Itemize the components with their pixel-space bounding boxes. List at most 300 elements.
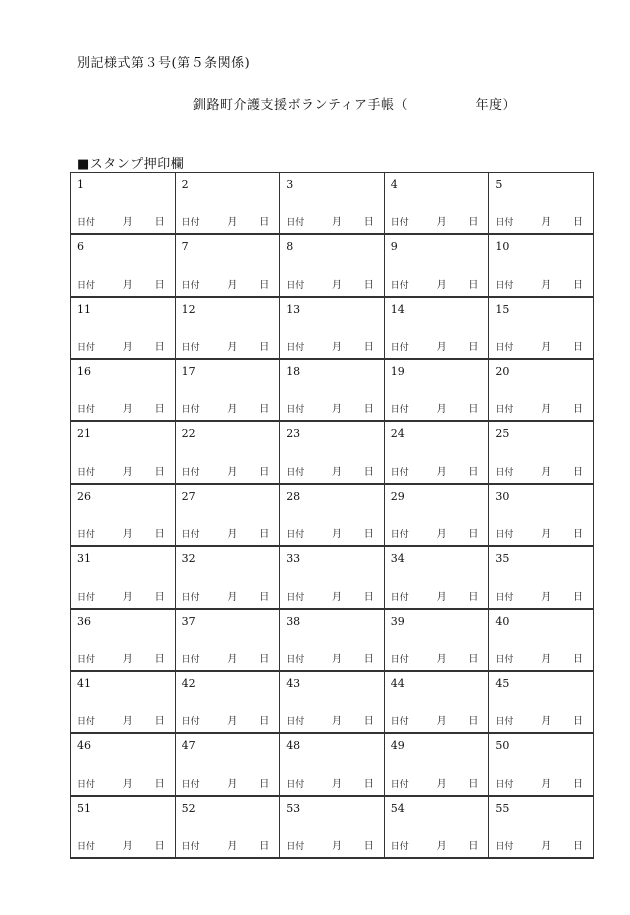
stamp-cell-number: 15 <box>495 302 510 316</box>
month-label: 月 <box>541 342 552 354</box>
stamp-date-row <box>495 837 587 852</box>
stamp-date-row <box>286 712 378 727</box>
stamp-cell-number: 39 <box>390 614 405 628</box>
stamp-date-row <box>77 213 169 228</box>
date-label: 日付 <box>77 280 96 291</box>
stamp-cell-number: 29 <box>390 489 405 503</box>
date-label: 日付 <box>181 343 200 354</box>
stamp-date-row <box>286 837 378 852</box>
stamp-cell[interactable] <box>176 360 281 422</box>
month-label: 月 <box>227 466 238 478</box>
date-label: 日付 <box>181 530 200 541</box>
stamp-cell[interactable] <box>385 173 490 235</box>
stamp-date-row <box>391 463 483 478</box>
day-label: 日 <box>259 653 270 665</box>
stamp-cell[interactable] <box>176 610 281 672</box>
date-label: 日付 <box>495 343 514 354</box>
date-label: 日付 <box>77 467 96 478</box>
stamp-date-row <box>391 650 483 665</box>
month-label: 月 <box>227 342 238 354</box>
day-label: 日 <box>468 529 479 541</box>
day-label: 日 <box>572 404 583 416</box>
day-label: 日 <box>259 591 270 603</box>
stamp-date-row <box>391 588 483 603</box>
day-label: 日 <box>363 529 374 541</box>
stamp-date-row <box>286 338 378 353</box>
stamp-date-row <box>391 338 483 353</box>
day-label: 日 <box>572 217 583 229</box>
stamp-cell-number: 14 <box>390 302 405 316</box>
stamp-cell[interactable] <box>71 298 176 360</box>
stamp-date-row <box>182 588 274 603</box>
stamp-cell[interactable] <box>280 173 385 235</box>
day-label: 日 <box>154 778 165 790</box>
stamp-date-row <box>77 276 169 291</box>
date-label: 日付 <box>286 280 305 291</box>
month-label: 月 <box>122 591 133 603</box>
day-label: 日 <box>259 778 270 790</box>
month-label: 月 <box>122 653 133 665</box>
stamp-cell[interactable] <box>176 235 281 297</box>
stamp-cell-number: 53 <box>286 801 301 815</box>
date-label: 日付 <box>390 343 409 354</box>
month-label: 月 <box>541 279 552 291</box>
stamp-date-row <box>182 463 274 478</box>
stamp-cell[interactable] <box>385 485 490 547</box>
month-label: 月 <box>332 591 342 603</box>
day-label: 日 <box>468 404 479 416</box>
date-label: 日付 <box>181 841 200 852</box>
day-label: 日 <box>154 279 165 291</box>
day-label: 日 <box>572 716 583 728</box>
stamp-date-row <box>391 400 483 415</box>
day-label: 日 <box>259 716 270 728</box>
month-label: 月 <box>227 591 238 603</box>
day-label: 日 <box>363 778 374 790</box>
month-label: 月 <box>541 217 552 229</box>
stamp-date-row <box>286 213 378 228</box>
stamp-cell-number: 26 <box>77 489 91 503</box>
month-label: 月 <box>541 591 552 603</box>
day-label: 日 <box>154 217 165 229</box>
stamp-grid <box>70 172 594 859</box>
day-label: 日 <box>154 529 165 541</box>
stamp-cell[interactable] <box>176 485 281 547</box>
form-number: 別記様式第３号(第５条関係) <box>77 56 251 71</box>
stamp-cell-number: 3 <box>286 178 294 191</box>
stamp-cell-number: 37 <box>181 614 196 628</box>
stamp-cell-number: 19 <box>390 365 405 379</box>
stamp-date-row <box>495 775 587 790</box>
stamp-cell[interactable] <box>385 610 490 672</box>
stamp-date-row <box>495 650 587 665</box>
month-label: 月 <box>227 279 238 291</box>
stamp-date-row <box>286 525 378 540</box>
day-label: 日 <box>363 840 374 852</box>
month-label: 月 <box>332 840 342 852</box>
stamp-cell[interactable] <box>280 797 385 859</box>
day-label: 日 <box>468 840 479 852</box>
stamp-cell-number: 12 <box>181 302 196 316</box>
stamp-cell-number: 40 <box>495 614 510 628</box>
month-label: 月 <box>436 591 447 603</box>
stamp-cell-number: 49 <box>390 739 405 753</box>
date-label: 日付 <box>286 530 305 541</box>
stamp-cell-number: 50 <box>495 739 510 753</box>
stamp-cell[interactable] <box>280 298 385 360</box>
stamp-cell[interactable] <box>176 298 281 360</box>
month-label: 月 <box>122 404 133 416</box>
day-label: 日 <box>572 279 583 291</box>
stamp-date-row <box>77 712 169 727</box>
stamp-cell-number: 44 <box>390 676 405 690</box>
day-label: 日 <box>363 591 374 603</box>
day-label: 日 <box>154 653 165 665</box>
month-label: 月 <box>332 466 342 478</box>
date-label: 日付 <box>390 218 409 229</box>
month-label: 月 <box>436 778 447 790</box>
stamp-date-row <box>182 213 274 228</box>
day-label: 日 <box>259 466 270 478</box>
stamp-cell-number: 47 <box>181 739 196 753</box>
stamp-cell[interactable] <box>176 672 281 734</box>
month-label: 月 <box>122 466 133 478</box>
stamp-cell[interactable] <box>385 235 490 297</box>
stamp-cell[interactable] <box>71 422 176 484</box>
stamp-date-row <box>77 338 169 353</box>
stamp-date-row <box>391 525 483 540</box>
day-label: 日 <box>572 653 583 665</box>
month-label: 月 <box>436 466 447 478</box>
day-label: 日 <box>572 342 583 354</box>
date-label: 日付 <box>77 343 96 354</box>
stamp-cell-number: 18 <box>286 365 301 379</box>
stamp-cell-number: 7 <box>181 240 189 254</box>
day-label: 日 <box>259 279 270 291</box>
month-label: 月 <box>436 653 447 665</box>
month-label: 月 <box>122 529 133 541</box>
date-label: 日付 <box>390 530 409 541</box>
stamp-cell-number: 21 <box>77 427 91 441</box>
stamp-cell[interactable] <box>71 610 176 672</box>
date-label: 日付 <box>495 467 514 478</box>
stamp-cell-number: 45 <box>495 676 510 690</box>
stamp-cell[interactable] <box>489 797 594 859</box>
day-label: 日 <box>259 342 270 354</box>
stamp-date-row <box>495 400 587 415</box>
stamp-date-row <box>286 400 378 415</box>
stamp-date-row <box>495 338 587 353</box>
stamp-date-row <box>391 775 483 790</box>
date-label: 日付 <box>181 717 200 728</box>
stamp-cell[interactable] <box>385 298 490 360</box>
day-label: 日 <box>468 342 479 354</box>
day-label: 日 <box>572 466 583 478</box>
month-label: 月 <box>541 404 552 416</box>
stamp-cell[interactable] <box>176 547 281 609</box>
stamp-cell[interactable] <box>489 422 594 484</box>
date-label: 日付 <box>77 654 96 665</box>
day-label: 日 <box>363 279 374 291</box>
date-label: 日付 <box>390 779 409 790</box>
month-label: 月 <box>332 217 342 229</box>
stamp-date-row <box>182 650 274 665</box>
stamp-cell-number: 17 <box>181 365 196 379</box>
day-label: 日 <box>154 466 165 478</box>
stamp-cell[interactable] <box>385 672 490 734</box>
month-label: 月 <box>227 404 238 416</box>
day-label: 日 <box>572 840 583 852</box>
month-label: 月 <box>541 840 552 852</box>
stamp-cell[interactable] <box>489 485 594 547</box>
date-label: 日付 <box>390 841 409 852</box>
stamp-cell-number: 8 <box>286 240 294 254</box>
stamp-cell[interactable] <box>71 672 176 734</box>
date-label: 日付 <box>181 280 200 291</box>
stamp-cell[interactable] <box>71 173 176 235</box>
stamp-cell-number: 52 <box>181 801 196 815</box>
month-label: 月 <box>122 217 133 229</box>
stamp-cell-number: 10 <box>495 240 510 254</box>
day-label: 日 <box>363 716 374 728</box>
stamp-cell-number: 5 <box>495 178 503 191</box>
stamp-date-row <box>286 276 378 291</box>
date-label: 日付 <box>495 592 514 603</box>
stamp-cell[interactable] <box>489 360 594 422</box>
month-label: 月 <box>227 840 238 852</box>
date-label: 日付 <box>286 218 305 229</box>
stamp-date-row <box>77 837 169 852</box>
stamp-cell[interactable] <box>489 173 594 235</box>
date-label: 日付 <box>390 717 409 728</box>
month-label: 月 <box>122 778 133 790</box>
stamp-date-row <box>391 213 483 228</box>
stamp-cell-number: 16 <box>77 365 91 379</box>
month-label: 月 <box>541 529 552 541</box>
stamp-cell[interactable] <box>176 173 281 235</box>
stamp-cell-number: 20 <box>495 365 510 379</box>
date-label: 日付 <box>390 280 409 291</box>
stamp-date-row <box>77 650 169 665</box>
stamp-cell[interactable] <box>71 797 176 859</box>
stamp-cell[interactable] <box>385 734 490 796</box>
stamp-cell[interactable] <box>280 485 385 547</box>
stamp-cell-number: 23 <box>286 427 301 441</box>
day-label: 日 <box>468 716 479 728</box>
stamp-cell[interactable] <box>71 360 176 422</box>
month-label: 月 <box>541 653 552 665</box>
date-label: 日付 <box>77 218 96 229</box>
day-label: 日 <box>154 342 165 354</box>
stamp-date-row <box>391 712 483 727</box>
stamp-cell[interactable] <box>385 797 490 859</box>
day-label: 日 <box>154 716 165 728</box>
stamp-cell-number: 32 <box>181 552 196 566</box>
date-label: 日付 <box>495 841 514 852</box>
stamp-date-row <box>182 276 274 291</box>
date-label: 日付 <box>495 218 514 229</box>
stamp-cell[interactable] <box>489 547 594 609</box>
stamp-cell-number: 36 <box>77 614 91 628</box>
stamp-cell[interactable] <box>489 298 594 360</box>
stamp-cell[interactable] <box>385 547 490 609</box>
stamp-cell-number: 42 <box>181 676 196 690</box>
day-label: 日 <box>363 342 374 354</box>
date-label: 日付 <box>286 654 305 665</box>
stamp-date-row <box>286 650 378 665</box>
date-label: 日付 <box>286 592 305 603</box>
day-label: 日 <box>572 529 583 541</box>
month-label: 月 <box>122 840 133 852</box>
date-label: 日付 <box>495 717 514 728</box>
day-label: 日 <box>259 840 270 852</box>
date-label: 日付 <box>181 467 200 478</box>
date-label: 日付 <box>77 779 96 790</box>
stamp-cell[interactable] <box>489 235 594 297</box>
date-label: 日付 <box>495 280 514 291</box>
stamp-date-row <box>77 463 169 478</box>
stamp-date-row <box>182 525 274 540</box>
stamp-cell[interactable] <box>280 360 385 422</box>
stamp-date-row <box>286 463 378 478</box>
stamp-date-row <box>182 775 274 790</box>
date-label: 日付 <box>390 467 409 478</box>
stamp-cell-number: 24 <box>390 427 405 441</box>
stamp-date-row <box>77 588 169 603</box>
stamp-cell[interactable] <box>489 672 594 734</box>
stamp-cell[interactable] <box>280 610 385 672</box>
day-label: 日 <box>154 404 165 416</box>
stamp-cell[interactable] <box>280 422 385 484</box>
stamp-cell[interactable] <box>280 547 385 609</box>
day-label: 日 <box>363 404 374 416</box>
stamp-date-row <box>77 400 169 415</box>
month-label: 月 <box>436 217 447 229</box>
stamp-cell-number: 43 <box>286 676 301 690</box>
month-label: 月 <box>332 342 342 354</box>
day-label: 日 <box>468 778 479 790</box>
stamp-cell-number: 28 <box>286 489 301 503</box>
month-label: 月 <box>436 716 447 728</box>
date-label: 日付 <box>286 343 305 354</box>
stamp-date-row <box>286 588 378 603</box>
stamp-cell[interactable] <box>176 422 281 484</box>
month-label: 月 <box>332 529 342 541</box>
month-label: 月 <box>227 653 238 665</box>
month-label: 月 <box>541 466 552 478</box>
stamp-cell-number: 2 <box>181 178 189 191</box>
day-label: 日 <box>259 529 270 541</box>
date-label: 日付 <box>286 841 305 852</box>
date-label: 日付 <box>390 654 409 665</box>
stamp-cell-number: 48 <box>286 739 301 753</box>
month-label: 月 <box>332 279 342 291</box>
stamp-cell-number: 41 <box>77 676 91 690</box>
month-label: 月 <box>122 716 133 728</box>
stamp-cell-number: 1 <box>77 178 84 191</box>
stamp-cell-number: 6 <box>77 240 84 254</box>
stamp-cell[interactable] <box>489 734 594 796</box>
month-label: 月 <box>436 840 447 852</box>
date-label: 日付 <box>286 467 305 478</box>
stamp-date-row <box>77 775 169 790</box>
month-label: 月 <box>227 716 238 728</box>
month-label: 月 <box>541 778 552 790</box>
stamp-cell-number: 25 <box>495 427 510 441</box>
stamp-cell[interactable] <box>280 235 385 297</box>
stamp-section-label: ■スタンプ押印欄 <box>77 157 185 172</box>
stamp-cell-number: 33 <box>286 552 301 566</box>
date-label: 日付 <box>286 717 305 728</box>
stamp-date-row <box>182 338 274 353</box>
stamp-cell-number: 55 <box>495 801 510 815</box>
day-label: 日 <box>572 778 583 790</box>
stamp-date-row <box>182 400 274 415</box>
stamp-date-row <box>391 837 483 852</box>
date-label: 日付 <box>77 592 96 603</box>
stamp-date-row <box>182 712 274 727</box>
month-label: 月 <box>436 529 447 541</box>
stamp-cell-number: 34 <box>390 552 405 566</box>
month-label: 月 <box>332 653 342 665</box>
stamp-cell[interactable] <box>280 672 385 734</box>
date-label: 日付 <box>390 405 409 416</box>
stamp-cell-number: 9 <box>390 240 398 254</box>
stamp-cell[interactable] <box>489 610 594 672</box>
date-label: 日付 <box>390 592 409 603</box>
stamp-cell[interactable] <box>71 235 176 297</box>
date-label: 日付 <box>77 841 96 852</box>
month-label: 月 <box>436 342 447 354</box>
stamp-cell[interactable] <box>176 797 281 859</box>
stamp-cell-number: 27 <box>181 489 196 503</box>
stamp-cell[interactable] <box>385 360 490 422</box>
day-label: 日 <box>154 591 165 603</box>
stamp-cell[interactable] <box>385 422 490 484</box>
stamp-date-row <box>182 837 274 852</box>
stamp-cell[interactable] <box>176 734 281 796</box>
stamp-date-row <box>495 712 587 727</box>
day-label: 日 <box>468 591 479 603</box>
month-label: 月 <box>227 778 238 790</box>
date-label: 日付 <box>495 530 514 541</box>
stamp-cell-number: 4 <box>390 178 398 191</box>
day-label: 日 <box>154 840 165 852</box>
day-label: 日 <box>468 279 479 291</box>
stamp-date-row <box>495 588 587 603</box>
stamp-cell-number: 35 <box>495 552 510 566</box>
day-label: 日 <box>468 466 479 478</box>
month-label: 月 <box>436 404 447 416</box>
stamp-cell-number: 22 <box>181 427 196 441</box>
stamp-date-row <box>495 463 587 478</box>
day-label: 日 <box>259 217 270 229</box>
date-label: 日付 <box>77 717 96 728</box>
document-title: 釧路町介護支援ボランティア手帳（ 年度） <box>193 98 516 113</box>
stamp-cell[interactable] <box>280 734 385 796</box>
date-label: 日付 <box>181 592 200 603</box>
month-label: 月 <box>122 342 133 354</box>
stamp-date-row <box>495 525 587 540</box>
date-label: 日付 <box>495 779 514 790</box>
stamp-date-row <box>495 276 587 291</box>
stamp-cell-number: 30 <box>495 489 510 503</box>
stamp-cell[interactable] <box>71 734 176 796</box>
stamp-date-row <box>391 276 483 291</box>
stamp-cell[interactable] <box>71 485 176 547</box>
stamp-cell[interactable] <box>71 547 176 609</box>
month-label: 月 <box>332 404 342 416</box>
